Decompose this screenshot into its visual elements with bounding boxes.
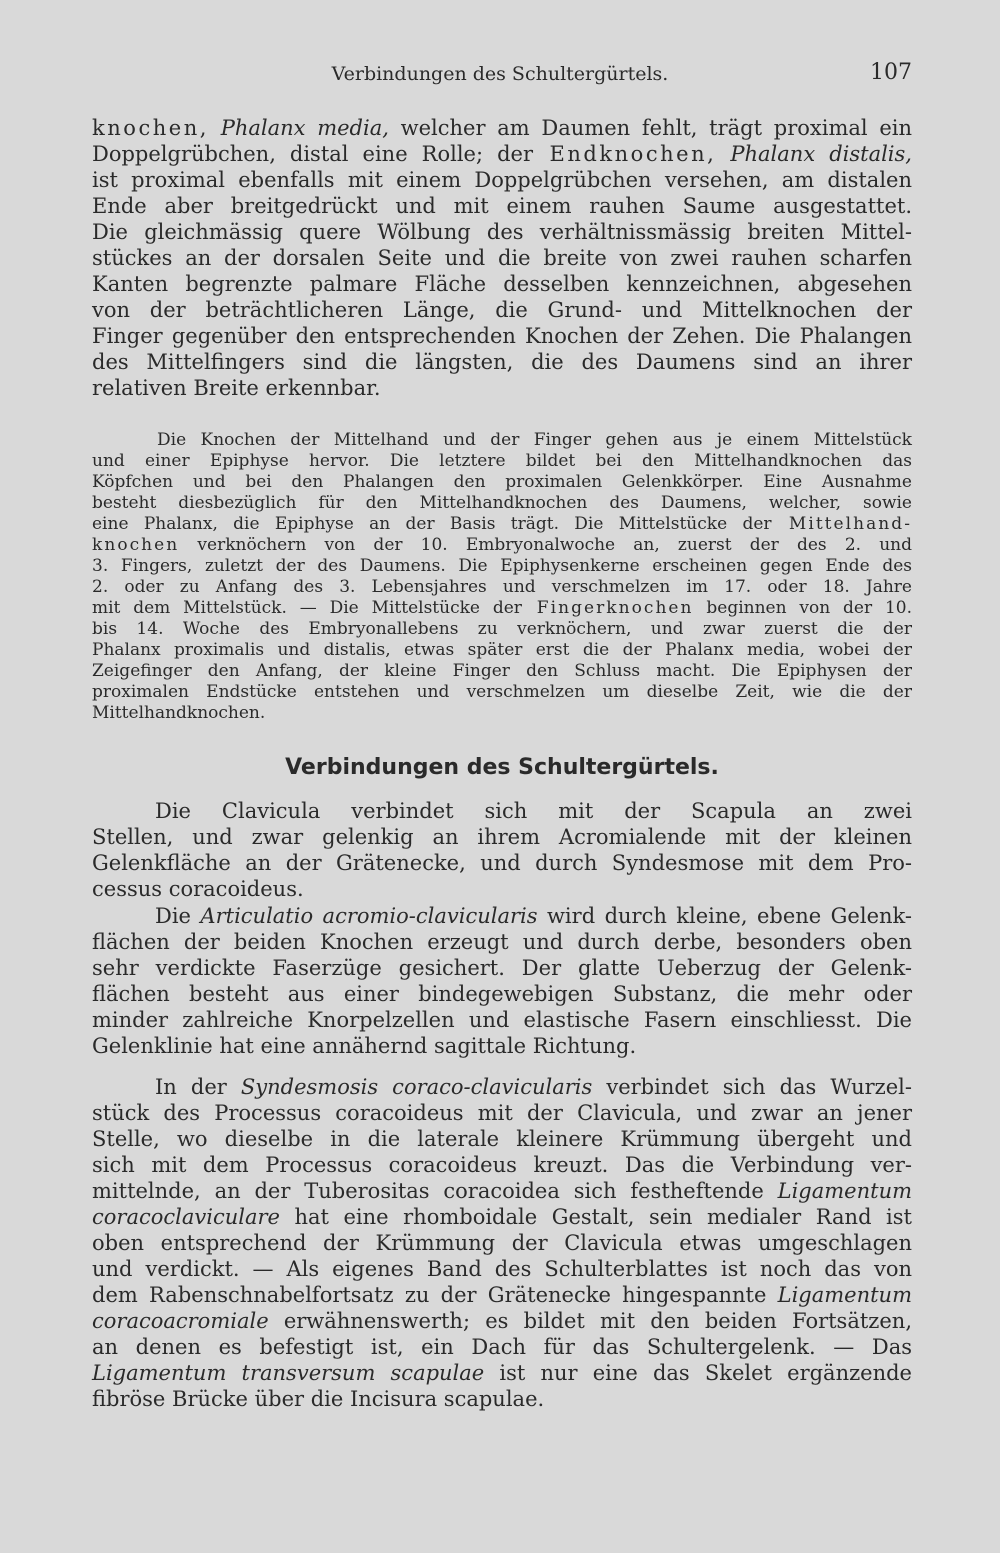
text-line	[92, 682, 912, 703]
text-run: wird durch kleine, ebene Gelenk-	[537, 904, 912, 928]
text-line	[92, 323, 912, 349]
text-run: erwähnenswerth; es bildet mit den beiden Fortsätzen,	[268, 1309, 912, 1333]
text-line	[92, 167, 912, 193]
italic-term: Ligamentum	[763, 1179, 913, 1203]
small-print-note	[92, 430, 912, 724]
text-run: Die	[155, 904, 191, 928]
spaced-term: knochen	[92, 535, 180, 555]
italic-term: coracoclaviculare	[92, 1205, 280, 1229]
italic-term: Ligamentum transversum scapulae	[92, 1361, 485, 1385]
section-paragraph-articulatio	[92, 903, 912, 1059]
text-run: Stelle, wo dieselbe in die laterale kleinere Krümmung übergeht und	[92, 1127, 912, 1151]
text-run: bis 14. Woche des Embryonallebens zu verknöchern, und zwar zuerst die der	[92, 619, 912, 639]
text-line	[92, 245, 912, 271]
text-run: oben entsprechend der Krümmung der Clavicula etwas umgeschlagen	[92, 1231, 912, 1255]
text-line	[92, 824, 912, 850]
text-line	[92, 1152, 912, 1178]
text-run: In der	[155, 1075, 227, 1099]
text-run: minder zahlreiche Knorpelzellen und elastische Fasern einschliesst. Die	[92, 1008, 912, 1032]
page-number: 107	[870, 60, 912, 85]
text-line	[92, 556, 912, 577]
text-run: Die Knochen der Mittelhand und der Finger gehen aus je einem Mittelstück	[157, 430, 912, 450]
spaced-term: Endknochen,	[532, 142, 717, 166]
text-line	[92, 661, 912, 682]
text-run: ist proximal ebenfalls mit einem Doppelgrübchen versehen, am distalen	[92, 168, 912, 192]
italic-term: coracoacromiale	[92, 1309, 269, 1333]
text-run: besteht diesbezüglich für den Mittelhandknochen des Daumens, welcher, sowie	[92, 493, 912, 513]
text-run: Stellen, und zwar gelenkig an ihrem Acromialende mit der kleinen	[92, 825, 912, 849]
text-run: flächen der beiden Knochen erzeugt und durch derbe, besonders oben	[92, 930, 912, 954]
text-line	[92, 619, 912, 640]
text-run: Köpfchen und bei den Phalangen den proximalen Gelenkkörper. Eine Ausnahme	[92, 472, 912, 492]
text-run: und verdickt. — Als eigenes Band des Schulterblattes ist noch das von	[92, 1257, 912, 1281]
text-run: an denen es befestigt ist, ein Dach für das Schultergelenk. — Das	[92, 1335, 912, 1359]
text-line	[92, 451, 912, 472]
text-run: Mittelhandknochen.	[92, 703, 266, 723]
text-line	[92, 903, 912, 929]
text-line	[92, 955, 912, 981]
text-run: dem Rabenschnabelfortsatz zu der Grätenecke hingespannte	[92, 1283, 767, 1307]
text-run: verbindet sich das Wurzel-	[592, 1075, 912, 1099]
text-line	[92, 297, 912, 323]
text-line	[92, 1256, 912, 1282]
text-run: sehr verdickte Faserzüge gesichert. Der glatte Ueberzug der Gelenk-	[92, 956, 912, 980]
text-line	[92, 141, 912, 167]
text-run: Finger gegenüber den entsprechenden Knochen der Zehen. Die Phalangen	[92, 324, 912, 348]
italic-term: Phalanx distalis,	[716, 142, 912, 166]
text-run: Die Clavicula verbindet sich mit der Scapula an zwei	[155, 799, 912, 823]
text-run: 2. oder zu Anfang des 3. Lebensjahres und verschmelzen im 17. oder 18. Jahre	[92, 577, 912, 597]
text-line	[92, 271, 912, 297]
text-run: sich mit dem Processus coracoideus kreuzt. Das die Verbindung ver-	[92, 1153, 912, 1177]
text-run: flächen besteht aus einer bindegewebigen Substanz, die mehr oder	[92, 982, 912, 1006]
text-line	[92, 1178, 912, 1204]
text-run: proximalen Endstücke entstehen und verschmelzen um dieselbe Zeit, wie die der	[92, 682, 912, 702]
text-run: Ende aber breitgedrückt und mit einem rauhen Saume ausgestattet.	[92, 194, 912, 218]
text-run: stückes an der dorsalen Seite und die breite von zwei rauhen scharfen	[92, 246, 912, 270]
text-run: von der beträchtlicheren Länge, die Grund- und Mittelknochen der	[92, 298, 912, 322]
text-line	[92, 193, 912, 219]
text-line	[92, 1204, 912, 1230]
text-line	[92, 1230, 912, 1256]
text-line	[92, 1033, 912, 1059]
text-line	[92, 598, 912, 619]
text-run: des Mittelfingers sind die längsten, die des Daumens sind an ihrer	[92, 350, 912, 374]
text-run: cessus coracoideus.	[92, 877, 304, 901]
text-line	[92, 1386, 912, 1412]
text-run: 3. Fingers, zuletzt der des Daumens. Die Epiphysenkerne erscheinen gegen Ende des	[92, 556, 912, 576]
text-run: fibröse Brücke über die Incisura scapulae.	[92, 1387, 545, 1411]
section-paragraph-clavicula	[92, 798, 912, 902]
text-run: Doppelgrübchen, distal eine Rolle; der	[92, 142, 533, 166]
text-line	[92, 703, 912, 724]
text-line	[92, 349, 912, 375]
text-line	[92, 1126, 912, 1152]
text-line	[92, 850, 912, 876]
italic-term: Articulatio acromio-clavicularis	[190, 904, 538, 928]
text-line	[92, 929, 912, 955]
text-run: hat eine rhomboidale Gestalt, sein medialer Rand ist	[279, 1205, 912, 1229]
body-paragraph-continued	[92, 115, 912, 401]
spaced-term: Fingerknochen	[521, 598, 694, 618]
text-run: mit dem Mittelstück. — Die Mittelstücke der	[92, 598, 522, 618]
text-line	[92, 493, 912, 514]
text-line	[92, 1360, 912, 1386]
text-line	[92, 375, 912, 401]
text-line	[92, 430, 912, 451]
text-run: eine Phalanx, die Epiphyse an der Basis trägt. Die Mittelstücke der	[92, 514, 772, 534]
text-line	[92, 1100, 912, 1126]
text-line	[92, 535, 912, 556]
text-run: mittelnde, an der Tuberositas coracoidea sich festheftende	[92, 1179, 764, 1203]
text-line	[92, 1074, 912, 1100]
text-run: und einer Epiphyse hervor. Die letztere bildet bei den Mittelhandknochen das	[92, 451, 912, 471]
text-line	[92, 514, 912, 535]
running-title: Verbindungen des Schultergürtels.	[331, 63, 669, 85]
text-line	[92, 876, 912, 902]
text-line	[92, 115, 912, 141]
text-line	[92, 472, 912, 493]
text-line	[92, 1007, 912, 1033]
text-run: beginnen von der 10.	[693, 598, 912, 618]
text-run: relativen Breite erkennbar.	[92, 376, 381, 400]
text-line	[92, 577, 912, 598]
text-run: verknöchern von der 10. Embryonalwoche an, zuerst der des 2. und	[179, 535, 912, 555]
text-run: Kanten begrenzte palmare Fläche desselben kennzeichnen, abgesehen	[92, 272, 912, 296]
text-run: stück des Processus coracoideus mit der Clavicula, und zwar an jener	[92, 1101, 912, 1125]
text-line	[92, 1282, 912, 1308]
text-run: Zeigefinger den Anfang, der kleine Finger den Schluss macht. Die Epiphysen der	[92, 661, 912, 681]
italic-term: Ligamentum	[766, 1283, 912, 1307]
text-line	[92, 798, 912, 824]
italic-term: Syndesmosis coraco-clavicularis	[226, 1075, 593, 1099]
text-run: Gelenklinie hat eine annähernd sagittale Richtung.	[92, 1034, 637, 1058]
text-line	[92, 1308, 912, 1334]
text-line	[92, 981, 912, 1007]
italic-term: Phalanx media,	[208, 116, 389, 140]
text-run: Gelenkfläche an der Grätenecke, und durch Syndesmose mit dem Pro-	[92, 851, 912, 875]
text-run: Die gleichmässig quere Wölbung des verhältnissmässig breiten Mittel-	[92, 220, 912, 244]
section-heading: Verbindungen des Schultergürtels.	[285, 755, 719, 780]
text-line	[92, 219, 912, 245]
spaced-term: Mittelhand-	[771, 514, 912, 534]
text-line	[92, 640, 912, 661]
text-run: ist nur eine das Skelet ergänzende	[484, 1361, 912, 1385]
text-run: Phalanx proximalis und distalis, etwas später erst die der Phalanx media, wobei der	[92, 640, 912, 660]
section-paragraph-syndesmosis	[92, 1074, 912, 1412]
text-run: welcher am Daumen fehlt, trägt proximal ein	[388, 116, 912, 140]
text-line	[92, 1334, 912, 1360]
spaced-term: knochen,	[92, 116, 209, 140]
